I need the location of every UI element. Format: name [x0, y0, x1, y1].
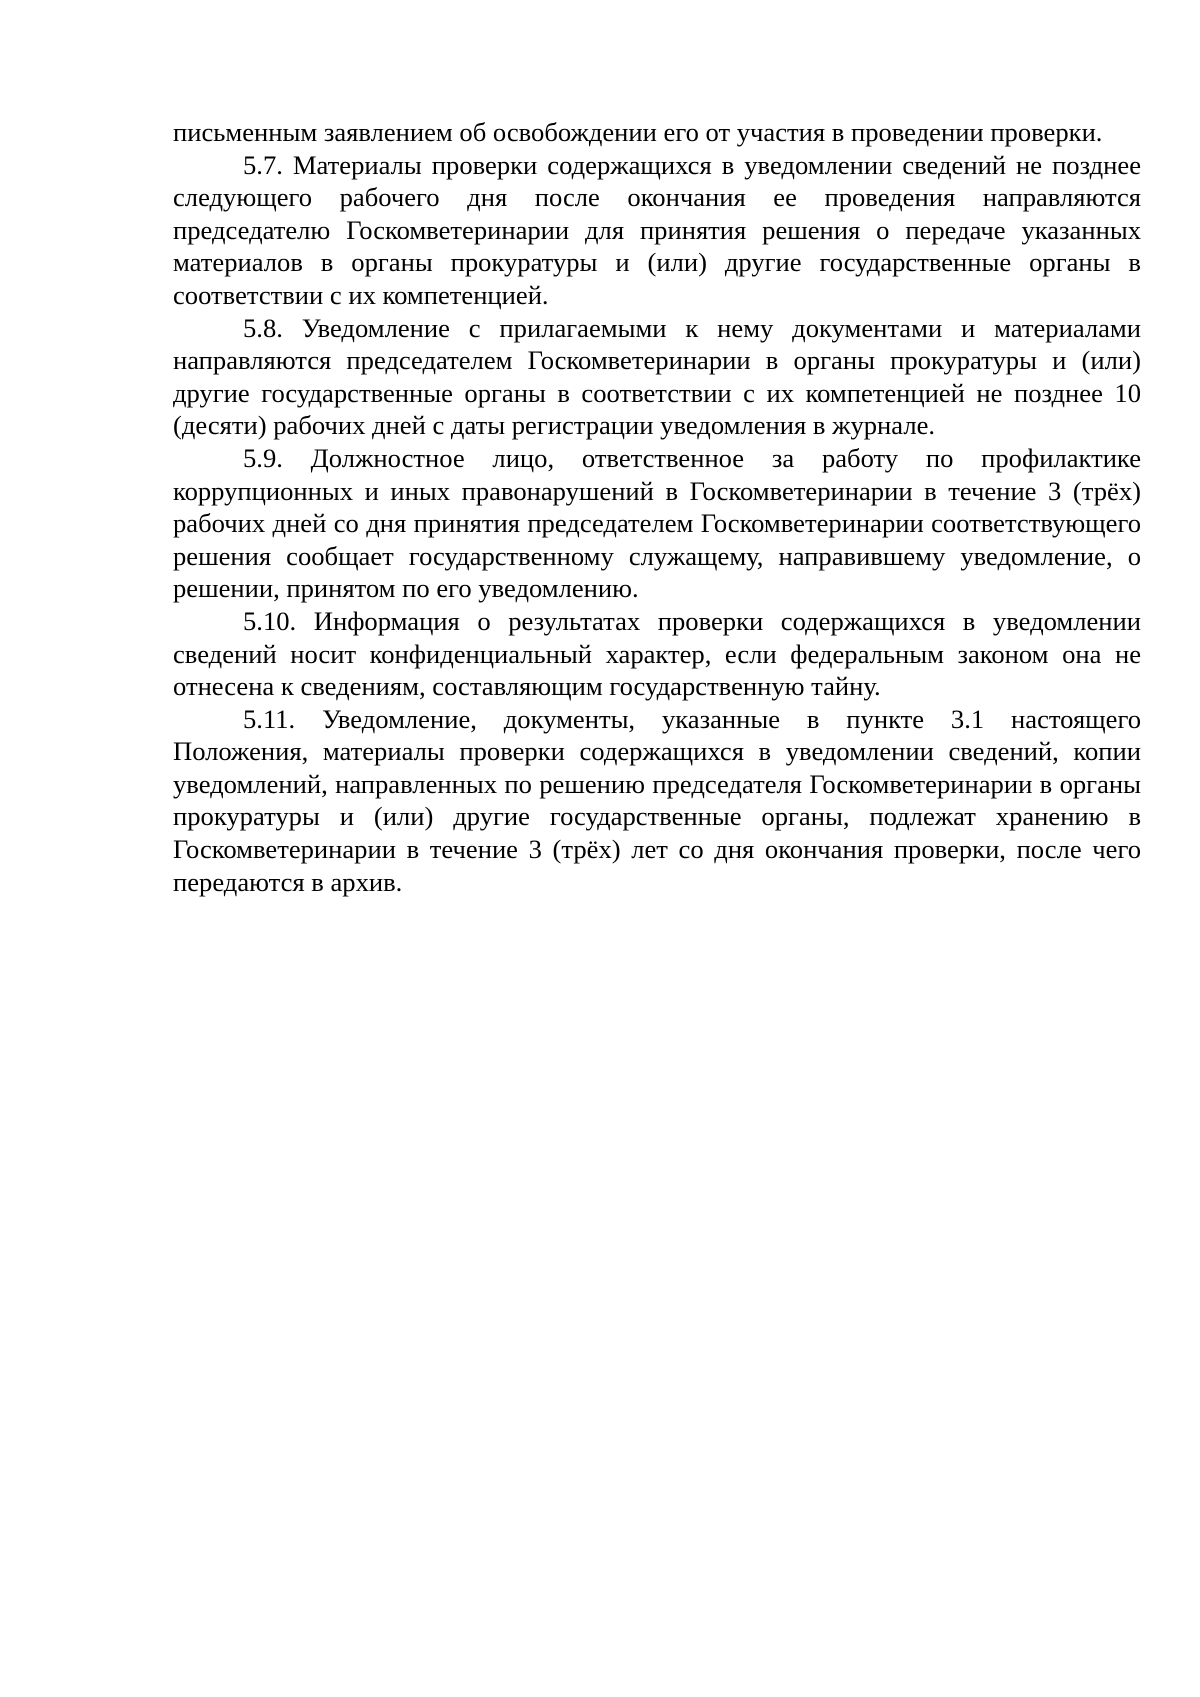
paragraph-5-7: 5.7. Материалы проверки содержащихся в уведомлении сведений не позднее следующего рабочего дня после окончания ее проведения направляются председателю Госкомветеринарии для принятия решения о передаче указанных материалов в органы прокуратуры и (или) другие государственные органы в соответствии с их компетенцией.: [173, 149, 1141, 310]
paragraph-continuation: письменным заявлением об освобождении его от участия в проведении проверки.: [173, 117, 1103, 147]
paragraph-5-8: 5.8. Уведомление с прилагаемыми к нему документами и материалами направляются председателем Госкомветеринарии в органы прокуратуры и (или) другие государственные органы в соответствии с их компетенцией не позднее 10 (десяти) рабочих дней с даты регистрации уведомления в журнале.: [173, 312, 1141, 441]
paragraph-5-9: 5.9. Должностное лицо, ответственное за работу по профилактике коррупционных и иных правонарушений в Госкомветеринарии в течение 3 (трёх) рабочих дней со дня принятия председателем Госкомветеринарии соответствующего решения сообщает государственному служащему, направившему уведомление, о решении, принятом по его уведомлению.: [173, 442, 1141, 604]
paragraph-5-11: 5.11. Уведомление, документы, указанные в пункте 3.1 настоящего Положения, материалы проверки содержащихся в уведомлении сведений, копии уведомлений, направленных по решению председателя Госкомветеринарии в органы прокуратуры и (или) другие государственные органы, подлежат хранению в Госкомветеринарии в течение 3 (трёх) лет со дня окончания проверки, после чего передаются в архив.: [173, 703, 1141, 897]
document-body: [173, 116, 1141, 898]
paragraph-5-10: 5.10. Информация о результатах проверки содержащихся в уведомлении сведений носит конфиденциальный характер, если федеральным законом она не отнесена к сведениям, составляющим государственную тайну.: [173, 605, 1141, 702]
